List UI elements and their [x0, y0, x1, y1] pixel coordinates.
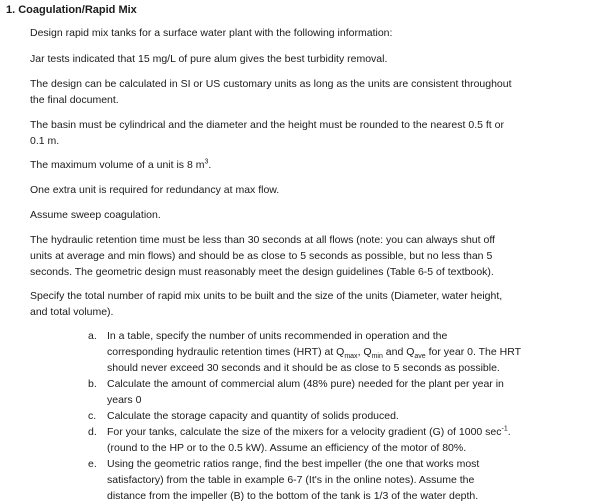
q-min-prefix: , Q [357, 346, 372, 358]
q-ave-subscript: ave [414, 353, 426, 361]
specify-line-1: Specify the total number of rapid mix units to be built and the size of the units (Diameter, water height, [30, 290, 503, 302]
list-item-a [88, 328, 558, 376]
max-volume-period: . [208, 159, 212, 171]
per-second-superscript: -1 [501, 425, 508, 433]
list-marker-b: b. [88, 378, 97, 390]
list-marker-c: c. [88, 410, 97, 422]
list-item-d [88, 424, 558, 456]
item-a-line-2-end: for year 0. The HRT [425, 346, 522, 358]
item-d-line-1 [107, 426, 511, 438]
cubic-superscript: 3 [204, 158, 209, 166]
extra-unit-paragraph: One extra unit is required for redundancy at max flow. [30, 184, 280, 196]
units-line-1: The design can be calculated in SI or US customary units as long as the units are consistent throughout [30, 78, 512, 90]
units-line-2: the final document. [30, 94, 119, 106]
list-item-e [88, 456, 558, 504]
item-a-line-3: should never exceed 30 seconds and it should be as close to 5 seconds as possible. [107, 362, 500, 374]
hrt-line-2: units at average and min flows) and should be as close to 5 seconds as possible, but no less than 5 [30, 250, 493, 262]
item-d-line-1-end: . [507, 426, 511, 438]
item-e-line-2: satisfactory) from the table in example 6-7 (It's in the online notes). Assume the [107, 474, 475, 486]
item-a-line-1: In a table, specify the number of units recommended in operation and the [107, 330, 448, 342]
list-marker-e: e. [88, 458, 97, 470]
hrt-line-3: seconds. The geometric design must reasonably meet the design guidelines (Table 6-5 of textbook). [30, 266, 494, 278]
q-min-subscript: min [371, 353, 383, 361]
jar-tests-paragraph: Jar tests indicated that 15 mg/L of pure alum gives the best turbidity removal. [30, 53, 388, 65]
units-paragraph [30, 76, 570, 108]
specify-paragraph [30, 288, 570, 320]
q-max-subscript: max [344, 353, 358, 361]
item-b-line-1: Calculate the amount of commercial alum (48% pure) needed for the plant per year in [107, 378, 504, 390]
basin-line-1: The basin must be cylindrical and the diameter and the height must be rounded to the nearest 0.5 ft or [30, 119, 504, 131]
basin-paragraph [30, 117, 570, 149]
q-ave-prefix: and Q [382, 346, 415, 358]
max-volume-text: The maximum volume of a unit is 8 m [30, 159, 205, 171]
item-e-line-3: distance from the impeller (B) to the bottom of the tank is 1/3 of the water depth. [107, 490, 479, 502]
item-a-line-2 [107, 346, 522, 361]
intro-paragraph: Design rapid mix tanks for a surface water plant with the following information: [30, 27, 393, 39]
max-volume-paragraph [30, 157, 570, 173]
section-heading: 1. Coagulation/Rapid Mix [6, 4, 137, 16]
item-d-line-2: (round to the HP or to the 0.5 kW). Assume an efficiency of the motor of 80%. [107, 442, 467, 454]
specify-line-2: and total volume). [30, 306, 114, 318]
basin-line-2: 0.1 m. [30, 135, 60, 147]
item-e-line-1: Using the geometric ratios range, find the best impeller (the one that works most [107, 458, 480, 470]
sweep-paragraph: Assume sweep coagulation. [30, 209, 161, 221]
item-b-line-2: years 0 [107, 394, 142, 406]
item-a-line-2-text: corresponding hydraulic retention times (HRT) at Q [107, 346, 345, 358]
list-marker-a: a. [88, 330, 97, 342]
item-c-line-1: Calculate the storage capacity and quantity of solids produced. [107, 410, 399, 422]
hrt-paragraph [30, 232, 570, 280]
list-marker-d: d. [88, 426, 97, 438]
list-item-c [88, 408, 558, 424]
hrt-line-1: The hydraulic retention time must be less than 30 seconds at all flows (note: you can always shut off [30, 234, 495, 246]
item-d-line-1-text: For your tanks, calculate the size of the mixers for a velocity gradient (G) of 1000 sec [107, 426, 502, 438]
list-item-b [88, 376, 558, 408]
